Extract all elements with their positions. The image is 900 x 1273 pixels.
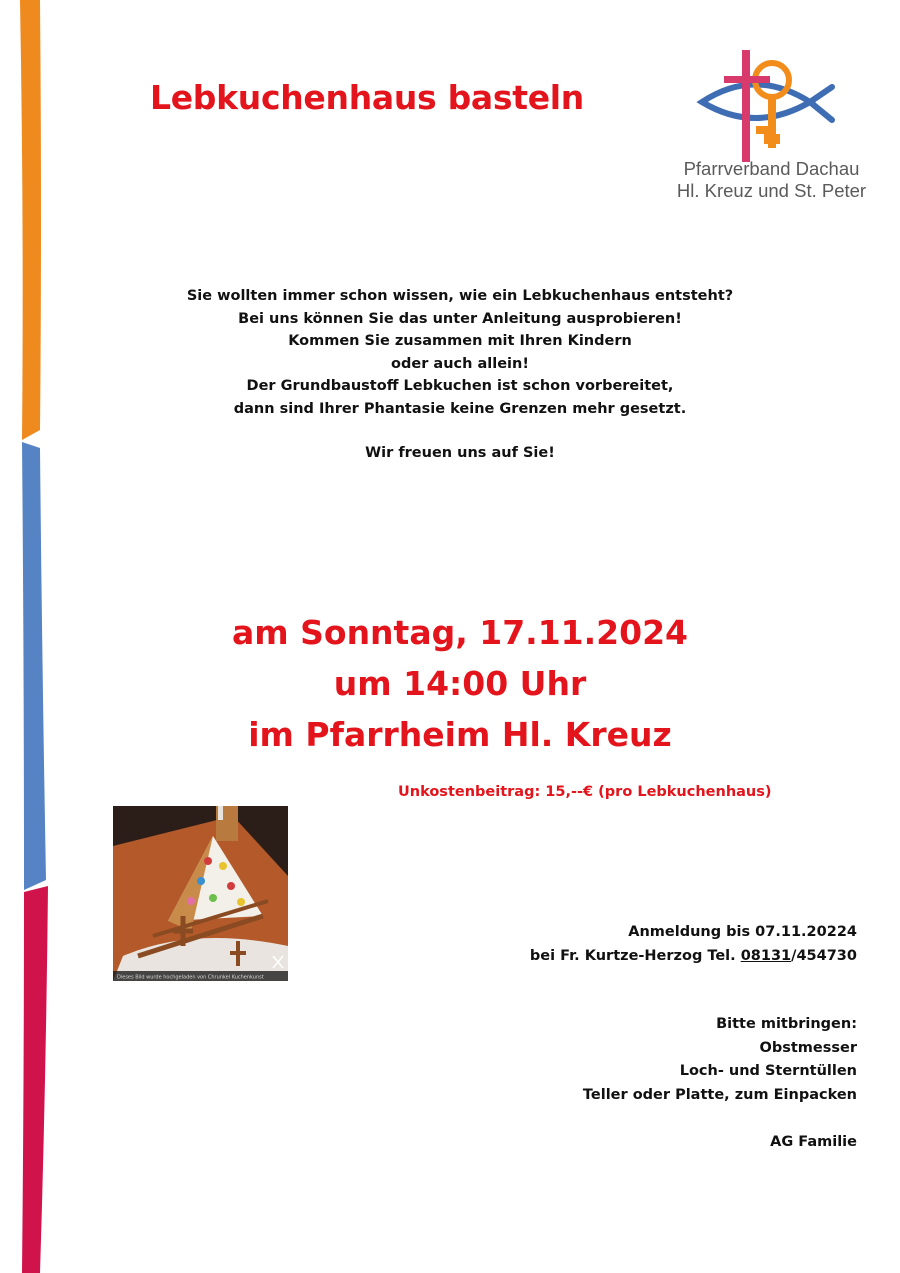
bring-list — [420, 1013, 857, 1155]
intro-line: Bei uns können Sie das unter Anleitung ausprobieren! — [238, 310, 682, 327]
intro-line: oder auch allein! — [391, 355, 529, 372]
stripe-blue — [22, 442, 46, 890]
bring-item: Loch- und Sterntüllen — [679, 1063, 857, 1079]
registration-info — [420, 920, 857, 968]
event-place: im Pfarrheim Hl. Kreuz — [248, 715, 672, 754]
bring-item: Obstmesser — [759, 1039, 857, 1056]
parish-name-line1: Pfarrverband Dachau — [683, 158, 860, 179]
parish-name — [664, 158, 879, 202]
event-date: am Sonntag, 17.11.2024 — [231, 613, 689, 652]
event-details — [150, 607, 770, 760]
intro-line: Sie wollten immer schon wissen, wie ein Lebkuchenhaus entsteht? — [186, 288, 734, 304]
bring-item: Teller oder Platte, zum Einpacken — [582, 1086, 857, 1103]
intro-line: Kommen Sie zusammen mit Ihren Kindern — [288, 333, 632, 349]
bring-heading: Bitte mitbringen: — [716, 1016, 857, 1032]
registration-contact — [420, 944, 857, 968]
photo-caption: Dieses Bild wurde hochgeladen von Chrunkel Kuchenkunst — [117, 974, 264, 981]
intro-text — [140, 285, 780, 465]
contact-prefix: bei Fr. Kurtze-Herzog Tel. — [529, 948, 741, 964]
stripe-crimson — [22, 886, 48, 1273]
organizer: AG Familie — [770, 1134, 857, 1150]
registration-deadline: Anmeldung bis 07.11.20224 — [628, 924, 857, 940]
event-time: um 14:00 Uhr — [333, 664, 587, 703]
intro-closing: Wir freuen uns auf Sie! — [365, 445, 555, 461]
gingerbread-house-photo — [113, 806, 288, 981]
intro-line: Der Grundbaustoff Lebkuchen ist schon vorbereitet, — [246, 378, 674, 394]
decorative-side-stripe — [0, 0, 60, 1273]
page-title: Lebkuchenhaus basteln — [150, 78, 584, 117]
phone-area-link[interactable]: 08131 — [740, 948, 792, 964]
gingerbread-house-illustration — [113, 806, 288, 981]
intro-line: dann sind Ihrer Phantasie keine Grenzen mehr gesetzt. — [233, 400, 687, 417]
stripe-orange — [20, 0, 41, 440]
phone-rest: /454730 — [791, 948, 857, 964]
parish-name-line2: Hl. Kreuz und St. Peter — [676, 180, 867, 201]
fee-note: Unkostenbeitrag: 15,--€ (pro Lebkuchenhaus) — [398, 784, 772, 800]
